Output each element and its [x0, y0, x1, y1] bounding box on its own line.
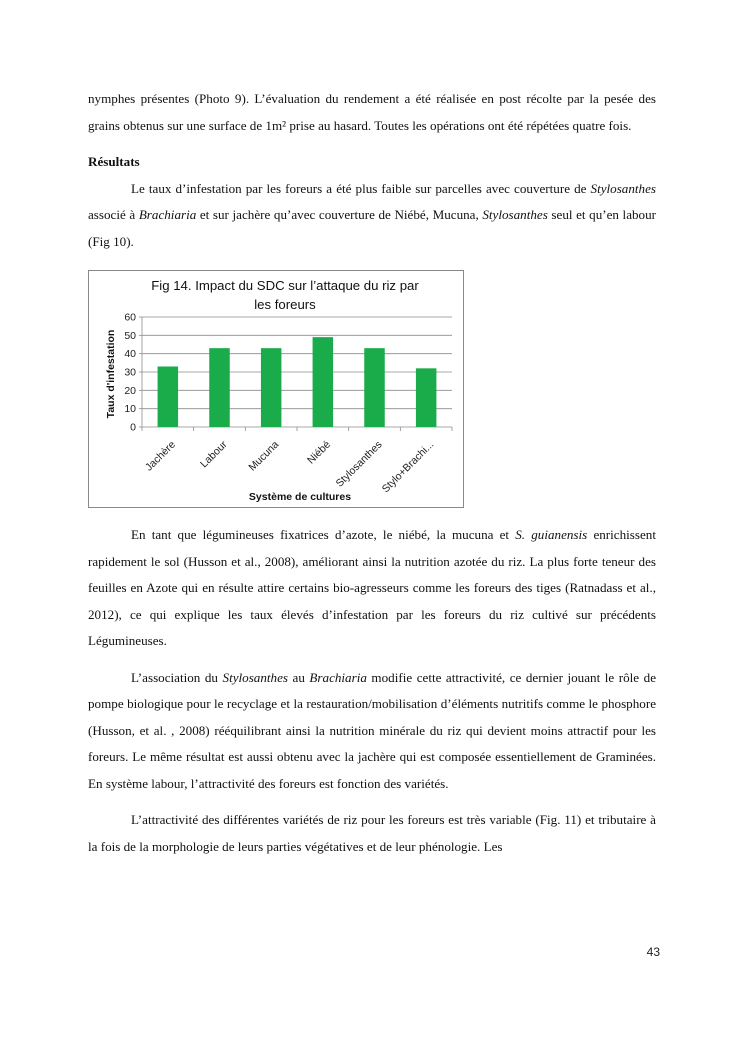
- text-span: enrichissent rapidement le sol (Husson et al., 2008), améliorant ainsi la nutrition azotée du riz. La plus forte teneur des feuilles en Azote qui en résulte attire certains bio-agresseurs comme les foreurs des tiges (Ratnadass et al., 2012), ce qui explique les taux élevés d’infestation par les foreurs du riz cultivé sur précédents Légumineuses.: [88, 527, 656, 648]
- section-heading-results: Résultats: [88, 154, 140, 169]
- chart-title-line-1: Fig 14. Impact du SDC sur l’attaque du riz par: [151, 278, 419, 293]
- italic-species: Stylosanthes: [222, 669, 288, 685]
- chart-y-axis-label: Taux d'infestation: [105, 329, 117, 419]
- figure-bar-chart: [88, 270, 464, 508]
- chart-y-tick-label: 0: [130, 421, 136, 434]
- chart-x-tick-labels: [143, 438, 436, 495]
- paragraph-varieties: L’attractivité des différentes variétés de riz pour les foreurs est très variable (Fig. 11) et tributaire à la fois de la morphologie de leurs parties végétatives et de leur phénologie. Les: [88, 812, 656, 854]
- text-span: au: [287, 669, 310, 685]
- chart-x-tick-label: Labour: [198, 438, 230, 471]
- chart-bar: [416, 368, 437, 427]
- chart-x-tick-label: Niébé: [305, 438, 333, 467]
- text-span: Le taux d’infestation par les foreurs a été plus faible sur parcelles avec couverture de: [131, 180, 591, 196]
- chart-y-tick-label: 10: [124, 403, 136, 416]
- chart-y-tick-labels: [124, 312, 136, 434]
- chart-bar: [261, 348, 282, 427]
- italic-species: Brachiaria: [309, 669, 367, 685]
- text-span: et sur jachère qu’avec couverture de Niébé, Mucuna,: [196, 207, 483, 222]
- chart-bar: [313, 337, 334, 427]
- chart-y-tick-label: 40: [124, 348, 136, 361]
- chart-canvas: [89, 271, 463, 507]
- chart-x-tick-label: Mucuna: [246, 438, 282, 474]
- chart-y-tick-label: 30: [124, 366, 136, 379]
- page-number: 43: [646, 945, 660, 959]
- text-span: L’association du: [131, 669, 223, 685]
- paragraph-results-intro: [88, 176, 656, 256]
- italic-species: Stylosanthes: [482, 207, 548, 222]
- text-span: seul et qu’en labour (Fig 10).: [88, 207, 657, 249]
- chart-y-tick-label: 20: [124, 384, 136, 397]
- page-content: [88, 86, 656, 860]
- italic-species: Stylosanthes: [590, 180, 656, 196]
- chart-y-tick-label: 60: [124, 311, 136, 324]
- chart-title-line-2: les foreurs: [254, 297, 316, 312]
- chart-bars: [158, 337, 437, 427]
- chart-x-tick-label: Stylo+Brachi...: [379, 438, 437, 496]
- chart-y-tick-label: 50: [124, 329, 136, 342]
- text-span: modifie cette attractivité, ce dernier jouant le rôle de pompe biologique pour le recyclage et la restauration/mobilisation d’éléments nutritifs comme le phosphore (Husson, et al. , 2008) rééquilibrant ainsi la nutrition minérale du riz qui devient moins attractif pour les foreurs. Le même résultat est aussi obtenu avec la jachère qui est composée essentiellement de Graminées. En système labour, l’attractivité des foreurs est fonction des variétés.: [88, 669, 657, 791]
- chart-x-axis-label: Système de cultures: [248, 491, 352, 503]
- chart-x-tick-label: Stylosanthes: [333, 438, 385, 490]
- paragraph-legumes: [88, 522, 656, 655]
- text-span: En tant que légumineuses fixatrices d’azote, le niébé, la mucuna et: [131, 527, 516, 542]
- chart-x-tick-label: Jachère: [143, 438, 178, 474]
- italic-species: Brachiaria: [138, 207, 197, 222]
- chart-bar: [364, 348, 385, 427]
- chart-bar: [158, 367, 179, 428]
- italic-species: S. guianensis: [515, 527, 588, 542]
- chart-gridlines: [139, 317, 452, 431]
- paragraph-method-end: nymphes présentes (Photo 9). L’évaluation du rendement a été réalisée en post récolte par la pesée des grains obtenus sur une surface de 1m² prise au hasard. Toutes les opérations ont été répétées quatre fois.: [88, 91, 656, 133]
- text-span: associé à: [88, 207, 139, 222]
- paragraph-association: [88, 665, 656, 798]
- chart-bar: [209, 348, 230, 427]
